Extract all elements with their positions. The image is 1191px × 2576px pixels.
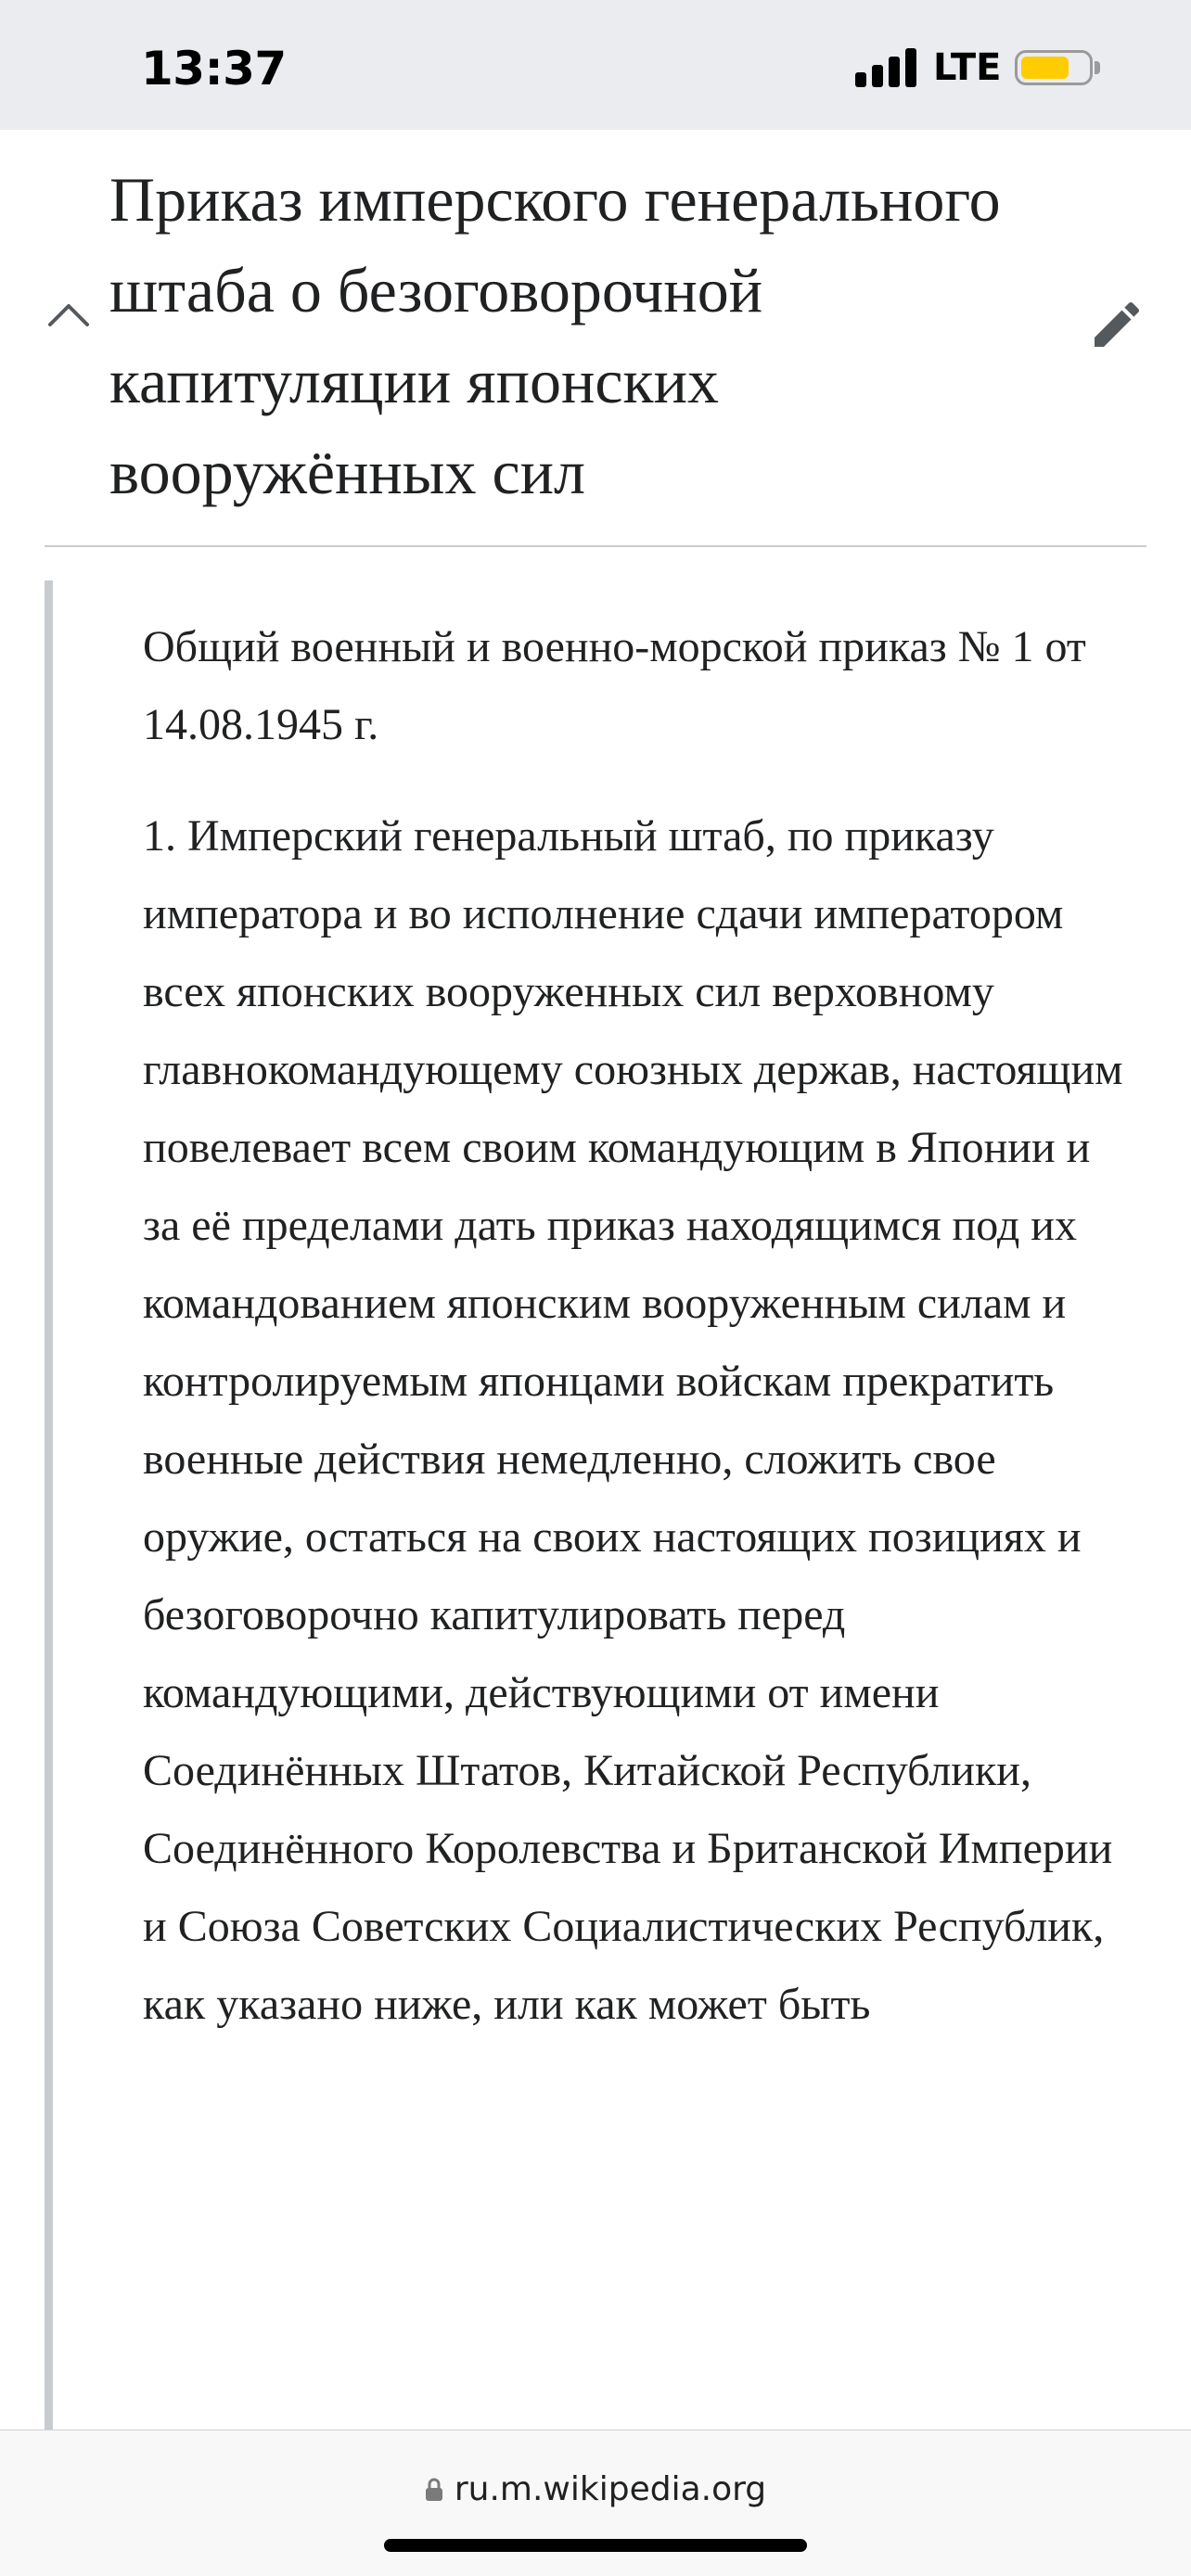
section-header[interactable] [45, 130, 1146, 547]
order-paragraph-1: 1. Имперский генеральный штаб, по приказу императора и во исполнение сдачи императором всех японских вооруженных сил верховному главнокомандующему союзных держав, настоящим повелевает всем своим командующим в Японии и за её пределами дать приказ находящимся под их командованием японским вооруженным силам и контролируемым японцами войскам прекратить военные действия немедленно, сложить свое оружие, остаться на своих настоящих позициях и безоговорочно капитулировать перед командующими, действующими от имени Соединённых Штатов, Китайской Республики, Соединённого Королевства и Британской Империи и Союза Советских Социалистических Республик, как указано ниже, или как может быть [143, 811, 1123, 2029]
chevron-up-icon[interactable] [46, 293, 91, 338]
quote-border [45, 580, 53, 2491]
network-type: LTE [933, 46, 1002, 89]
home-indicator[interactable] [384, 2539, 807, 2552]
url-text: ru.m.wikipedia.org [454, 2470, 767, 2508]
order-heading: Общий военный и военно-морской приказ № 1 от 14.08.1945 г. [143, 622, 1086, 749]
cellular-signal-icon [855, 46, 920, 87]
url-display[interactable] [0, 2469, 1191, 2510]
status-bar [0, 0, 1191, 130]
blockquote [45, 580, 1146, 2491]
lock-icon [425, 2478, 443, 2502]
browser-url-bar[interactable] [0, 2429, 1191, 2576]
pencil-icon[interactable] [1087, 295, 1146, 354]
battery-tip [1095, 61, 1100, 74]
battery-level [1021, 57, 1069, 79]
status-time: 13:37 [141, 42, 287, 96]
quote-text [143, 608, 1126, 2077]
battery-icon [1015, 50, 1093, 85]
section-title: Приказ имперского генерального штаба о безоговорочной капитуляции японских вооружённых сил [109, 164, 1001, 507]
